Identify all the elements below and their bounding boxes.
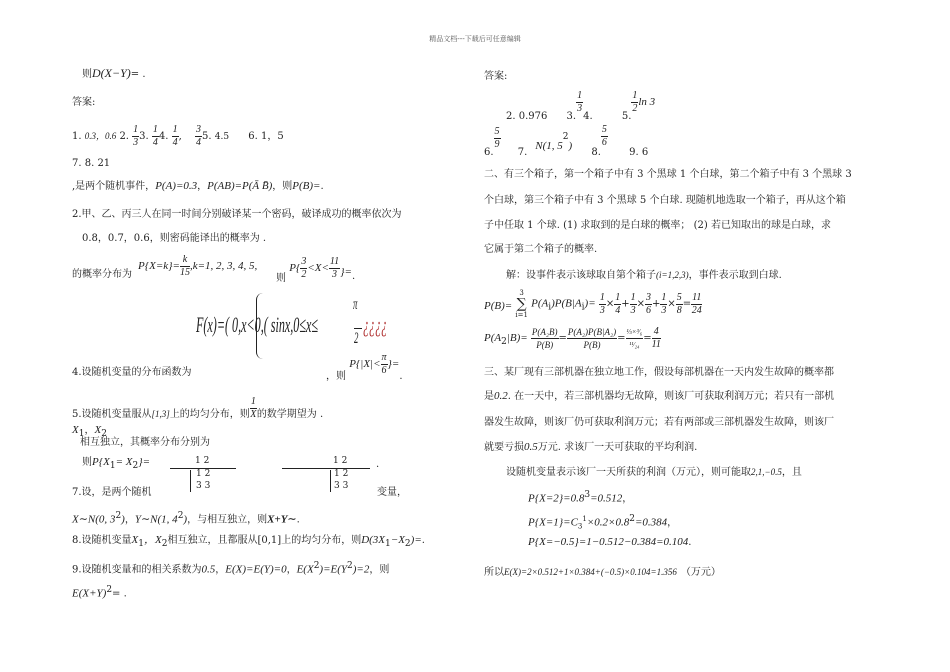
fraction: $\frac{1}{X}$: [250, 396, 257, 420]
question-6-prob: 则$P\{X_1= X_2\}=$: [82, 456, 151, 471]
fraction: $\frac{1}{4}$: [172, 124, 178, 148]
answers-label: 答案:: [72, 97, 96, 108]
equation-total-probability: P(B)= 3 ∑ i=1 $P(A_i)P(B|A_i)=$ $\frac{1}{3}$ × $\frac{1}{4}$ + $\frac{1}{3}$ × $\frac{3}{6}$ + $\frac{1}{3}$ × $\frac{5}{8}$ = $\frac{11}{24}$: [484, 289, 702, 319]
question-3-label: 的概率分布为: [72, 269, 132, 280]
page-header: 精品文档---下载后可任意编辑: [429, 35, 521, 43]
question-4-label: 4.设随机变量的分布函数为: [72, 367, 192, 378]
fraction: $\frac{4}{11}$: [651, 326, 661, 350]
question-5: 5.设随机变量服从[1,3]上的均匀分布，则 $\frac{1}{X}$ 的数学期望为 .: [72, 396, 324, 420]
fraction: $\frac{1}{4}$: [152, 124, 158, 148]
fraction: $\frac{1}{3}$: [577, 90, 583, 114]
fraction: $\frac{5}{6}$: [601, 124, 607, 148]
final-expectation: 所以E(X)=2×0.512+1×0.384+(−0.5)×0.104=1.356 （万元）: [484, 567, 721, 578]
solution-3-intro: 设随机变量表示该厂一天所获的利润（万元），则可能取2,1,−0.5，且: [506, 467, 802, 478]
question-9-line-1: 9.设随机变量和的相关系数为0.5，E(X)=E(Y)=0，$E(X^2)=E(Y^2)=2$，则: [72, 561, 390, 576]
question-6-text: 相互独立，其概率分布分别为: [80, 437, 210, 448]
question-2-line-2: 0.8，0.7，0.6，则密码能译出的概率为 .: [82, 233, 267, 244]
table-divider: [330, 470, 331, 492]
problem-3-line-3: 器发生故障，则该厂仍可获取利润万元；若有两部或三部机器发生故障，则该厂: [484, 417, 834, 428]
fraction: $\frac{3}{2}$: [301, 256, 307, 280]
table-rule: [282, 468, 370, 469]
fraction: $\frac{1}{4}$: [615, 291, 621, 316]
fraction: $\frac{1}{2}$: [632, 90, 638, 114]
fraction: $\frac{5}{8}$: [676, 291, 682, 316]
fraction: $\frac{\text{P(A₂)P(B|A₂)}}{P(B)}$: [567, 327, 617, 350]
fraction: $\frac{3}{6}$: [645, 291, 651, 316]
fraction: $\frac{\text{⅓×³⁄₆}}{\text{¹¹⁄₂₄}}$: [626, 328, 643, 349]
fraction: $\frac{11}{24}$: [691, 291, 702, 316]
answers-row-2: 6. $\frac{5}{9}$ 7.N(1, $5^2$) 8. $\frac{5}{6}$ 9. 6: [484, 124, 649, 158]
fraction-bar: [354, 328, 362, 329]
fraction: $\frac{\text{P(A₂B)}}{P(B)}$: [531, 327, 558, 350]
question-d-xy: 则D(X−Y)= .: [82, 66, 146, 80]
equation-bayes: $P(A_2|B)=$ $\frac{\text{P(A₂B)}}{P(B)}$ = $\frac{\text{P(A₂)P(B|A₂)}}{P(B)}$ = $\frac{\text{⅓×³⁄₆}}{\text{¹¹⁄₂₄}}$ = $\frac{4}{11}$: [484, 326, 661, 350]
problem-2-line-1: 二、有三个箱子，第一个箱子中有 3 个黑球 1 个白球，第二个箱子中有 3 个黑球 3: [484, 169, 852, 180]
fraction: $\frac{11}{3}$: [329, 256, 340, 280]
solution-2-intro: 解：设事件表示该球取自第个箱子(i=1,2,3)，事件表示取到白球.: [506, 270, 782, 281]
question-3-prob: 则 P{ $\frac{3}{2}$ <X< $\frac{11}{3}$ }=.: [276, 256, 356, 284]
question-2-line-1: 2.甲、乙、丙三人在同一时间分别破译某一个密码，破译成功的概率依次为: [72, 209, 402, 220]
summation: 3 ∑ i=1: [515, 289, 528, 319]
problem-3-line-2: 是0.2. 在一天中，若三部机器均无故障，则该厂可获取利润万元；若只有一部机: [484, 390, 835, 402]
problem-2-line-4: 它属于第二个箱子的概率.: [484, 244, 598, 255]
fraction: $\frac{1}{3}$: [599, 291, 605, 316]
fraction: $\frac{1}{3}$: [133, 124, 139, 148]
answers-row-1: 1. 0.3，0.6 2. $\frac{1}{3}$ 3. $\frac{1}{4}$ 4. $\frac{1}{4}$ , $\frac{3}{4}$ 5. 4.5 6. 1，5: [72, 124, 284, 148]
answers-row-2: 7. 8. 21: [72, 158, 111, 169]
left-brace: [256, 293, 263, 359]
question-6-vars: $X_1$，$X_2$: [72, 424, 107, 439]
question-1: ,是两个随机事件，P(A)=0.3，P(AB)=P(Ā B̄)，则P(B)=.: [72, 180, 324, 192]
question-9-line-2: $E(X+Y)^2=$ .: [72, 585, 127, 600]
question-7-b: 变量，: [377, 487, 407, 498]
question-7-dist: X∼N(0, $3^2$)，Y∼N(1, $4^2$)，与相互独立，则X+Y∼.: [72, 511, 300, 526]
fraction: $\frac{1}{3}$: [661, 291, 667, 316]
problem-3-line-1: 三、某厂现有三部机器在独立地工作，假设每部机器在一天内发生故障的概率都: [484, 367, 834, 378]
question-7-a: 7.设，是两个随机: [72, 487, 152, 498]
question-8: 8.设随机变量$X_1$，$X_2$相互独立，且都服从[0,1]上的均匀分布，则$D(3X_1-X_2)=$.: [72, 534, 425, 549]
fraction: $\frac{3}{4}$: [196, 124, 202, 148]
prob-x-neg: P{X=−0.5}=1−0.512−0.384=0.104.: [528, 536, 692, 548]
answers-row-1: 2. 0.976 3. $\frac{1}{3}$ 4. 5. $\frac{1}{2}$ ln 3: [506, 90, 656, 122]
question-3-expr: P{X=k}= $\frac{k}{15}$ ,k=1, 2, 3, 4, 5,: [138, 254, 258, 278]
problem-2-line-3: 子中任取 1 个球. (1) 求取到的是白球的概率； (2) 若已知取出的球是白球，求: [484, 220, 831, 231]
problem-3-line-4: 就要亏损0.5万元. 求该厂一天可获取的平均利润.: [484, 441, 698, 453]
fraction: $\frac{5}{9}$: [494, 126, 500, 150]
answers-label: 答案:: [484, 71, 508, 82]
problem-2-line-2: 个白球，第三个箱子中有 3 个黑球 5 个白球. 现随机地选取一个箱子，再从这个箱: [484, 195, 846, 206]
prob-x-1: $P\{X=1\}=C_3^1\times 0.2\times 0.8^2=0.384$，: [528, 514, 678, 531]
table-divider: [190, 470, 191, 492]
fraction: $\frac{k}{15}$: [179, 254, 190, 278]
fraction: $\frac{\pi}{6}$: [381, 352, 387, 376]
prob-x-2: $P\{X=2\}=0.8^3=0.512$，: [528, 490, 633, 505]
fraction: $\frac{1}{3}$: [630, 291, 636, 316]
question-4-prob: ，则 P{|X|< $\frac{\pi}{6}$ }=.: [326, 352, 403, 382]
